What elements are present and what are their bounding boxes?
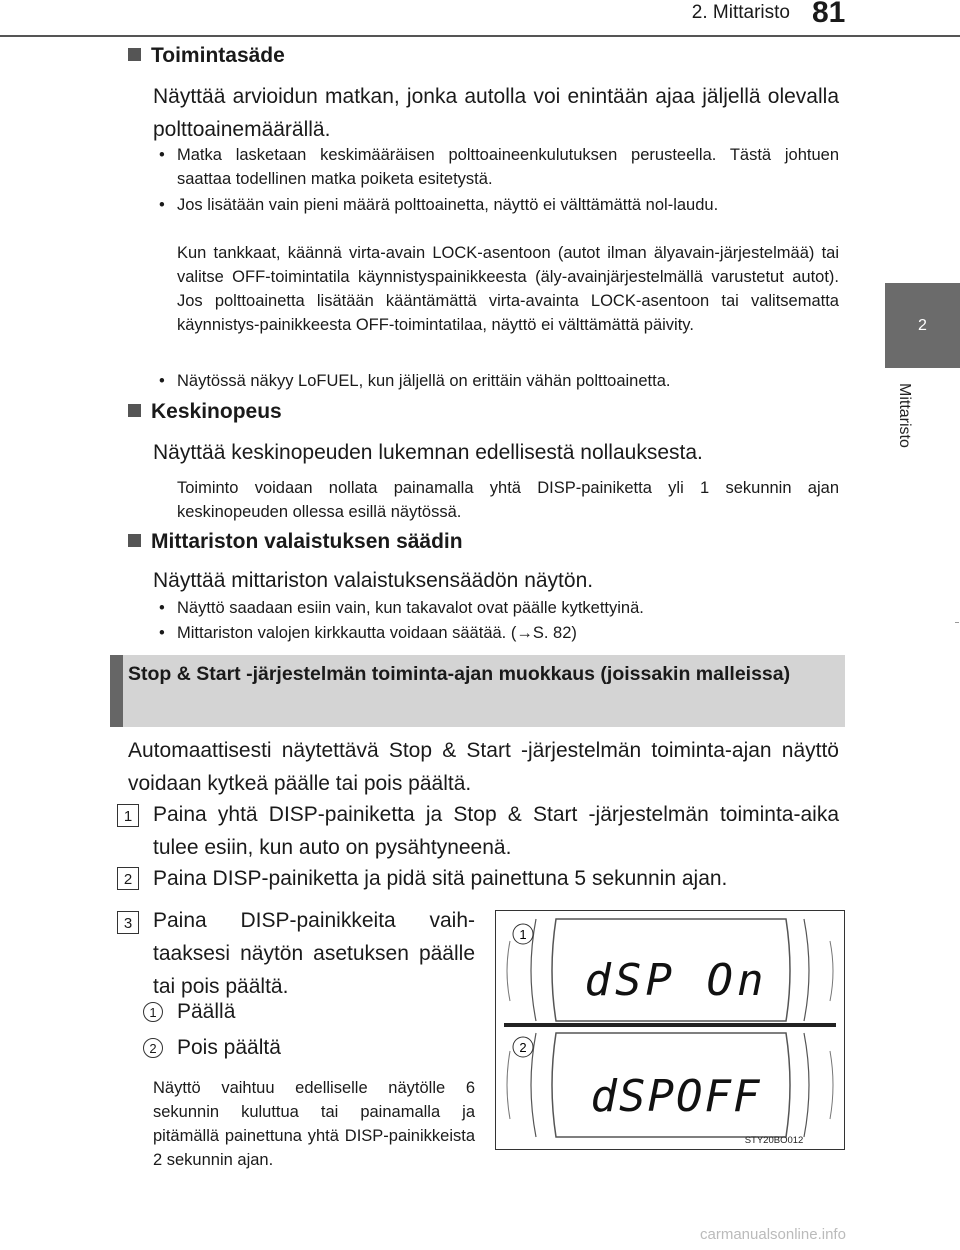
step-text: Paina yhtä DISP-painiketta ja Stop & Start -järjestelmän toiminta-aika tulee esiin, kun auto on pysähtyneenä. xyxy=(153,803,839,859)
watermark: carmanualsonline.info xyxy=(700,1226,846,1243)
bezel-arc xyxy=(830,941,833,1001)
range-bullet: • Näytössä näkyy LoFUEL, kun jäljellä on erittäin vähän polttoainetta. xyxy=(159,369,839,393)
heading-illumination: Mittariston valaistuksen säädin xyxy=(128,530,848,554)
page-number: 81 xyxy=(812,0,846,29)
avg-speed-note: Toiminto voidaan nollata painamalla yhtä DISP-painiketta yli 1 sekunnin ajan keskinopeuden ollessa esillä näytössä. xyxy=(177,479,839,521)
bezel-arc xyxy=(804,1033,809,1137)
section-title: 2. Mittaristo xyxy=(691,2,790,23)
bullet-icon: • xyxy=(159,599,165,617)
heading-avg-speed: Keskinopeus xyxy=(128,400,848,424)
bezel-arc xyxy=(507,1051,510,1119)
header-rule xyxy=(0,35,960,37)
range-bullet: • Matka lasketaan keskimääräisen polttoaineenkulutuksen perusteella. Tästä johtuen saattaa todellinen matka poiketa esitetystä. xyxy=(159,143,839,191)
figure-code: STY20BO012 xyxy=(744,1135,804,1146)
heading-range: Toimintasäde xyxy=(128,44,848,68)
bezel-arc xyxy=(507,941,510,1001)
display-illustration xyxy=(495,910,845,1150)
stop-start-heading: Stop & Start -järjestelmän toiminta-ajan muokkaus (joissakin malleissa) xyxy=(128,663,791,685)
step-number: 2 xyxy=(117,867,139,890)
step-text: Paina DISP-painiketta ja pidä sitä painettuna 5 sekunnin ajan. xyxy=(153,867,728,890)
divider-bar xyxy=(504,1023,836,1027)
edge-mark xyxy=(955,622,959,623)
heading-square-icon xyxy=(128,534,141,547)
option-label: Päällä xyxy=(177,1000,236,1023)
bullet-icon: • xyxy=(159,146,165,164)
option-label: Pois päältä xyxy=(177,1036,281,1059)
illumination-bullet: • Näyttö saadaan esiin vain, kun takavalot ovat päälle kytkettyinä. xyxy=(159,596,839,620)
bullet-icon: • xyxy=(159,372,165,390)
box-accent-bar xyxy=(110,655,123,727)
bezel-arc xyxy=(830,1051,833,1119)
range-bullet: • Jos lisätään vain pieni määrä polttoainetta, näyttö ei välttämättä nol-laudu. xyxy=(159,193,839,217)
option-number: 1 xyxy=(143,1002,163,1022)
callout-1: 1 xyxy=(519,927,527,942)
stop-start-intro: Automaattisesti näytettävä Stop & Start -järjestelmän toiminta-ajan näyttö voidaan kytkeä päälle tai pois päältä. xyxy=(128,739,839,795)
avg-speed-text: Näyttää keskinopeuden lukemnan edellisestä nollauksesta. xyxy=(153,441,703,464)
option-number: 2 xyxy=(143,1038,163,1058)
bezel-arc xyxy=(804,919,809,1021)
display-illustration-svg xyxy=(496,911,844,1149)
range-text: Näyttää arvioidun matkan, jonka autolla voi enintään ajaa jäljellä olevalla polttoainemäärällä. xyxy=(153,85,839,141)
step3-note: Näyttö vaihtuu edelliselle näytölle 6 sekunnin kuluttua tai painamalla ja pitämällä painettuna yhtä DISP-painikkeista 2 sekunnin ajan. xyxy=(153,1079,475,1169)
illumination-text: Näyttää mittariston valaistuksensäädön näytön. xyxy=(153,569,594,592)
heading-square-icon xyxy=(128,48,141,61)
chapter-label: Mittaristo xyxy=(896,383,913,448)
chapter-tab: 2 xyxy=(885,283,960,368)
display-off-text: dSPOFF xyxy=(590,1071,762,1122)
display-on-text: dSP On xyxy=(584,955,768,1006)
step-number: 3 xyxy=(117,911,139,934)
illumination-bullet: • Mittariston valojen kirkkautta voidaan säätää. (→S. 82) xyxy=(159,621,839,645)
step-text: Paina DISP-painikkeita vaih-taaksesi näytön asetuksen päälle tai pois päältä. xyxy=(153,909,475,998)
bullet-icon: • xyxy=(159,196,165,214)
stop-start-heading-box xyxy=(110,655,845,727)
callout-2: 2 xyxy=(519,1040,527,1055)
range-bullet-continued: Kun tankkaat, käännä virta-avain LOCK-asentoon (autot ilman älyavain-järjestelmää) tai valitse OFF-toimintatila käynnistyspainikkeesta (äly-avainjärjestelmällä varustetut autot). Jos polttoainetta lisätään kääntämättä virta-avainta LOCK-asentoon tai valitsematta käynnistys-painikkeesta OFF-toimintatilaa, näyttö ei välttämättä päivity. xyxy=(177,244,839,334)
heading-square-icon xyxy=(128,404,141,417)
step-number: 1 xyxy=(117,804,139,827)
bullet-icon: • xyxy=(159,624,165,642)
